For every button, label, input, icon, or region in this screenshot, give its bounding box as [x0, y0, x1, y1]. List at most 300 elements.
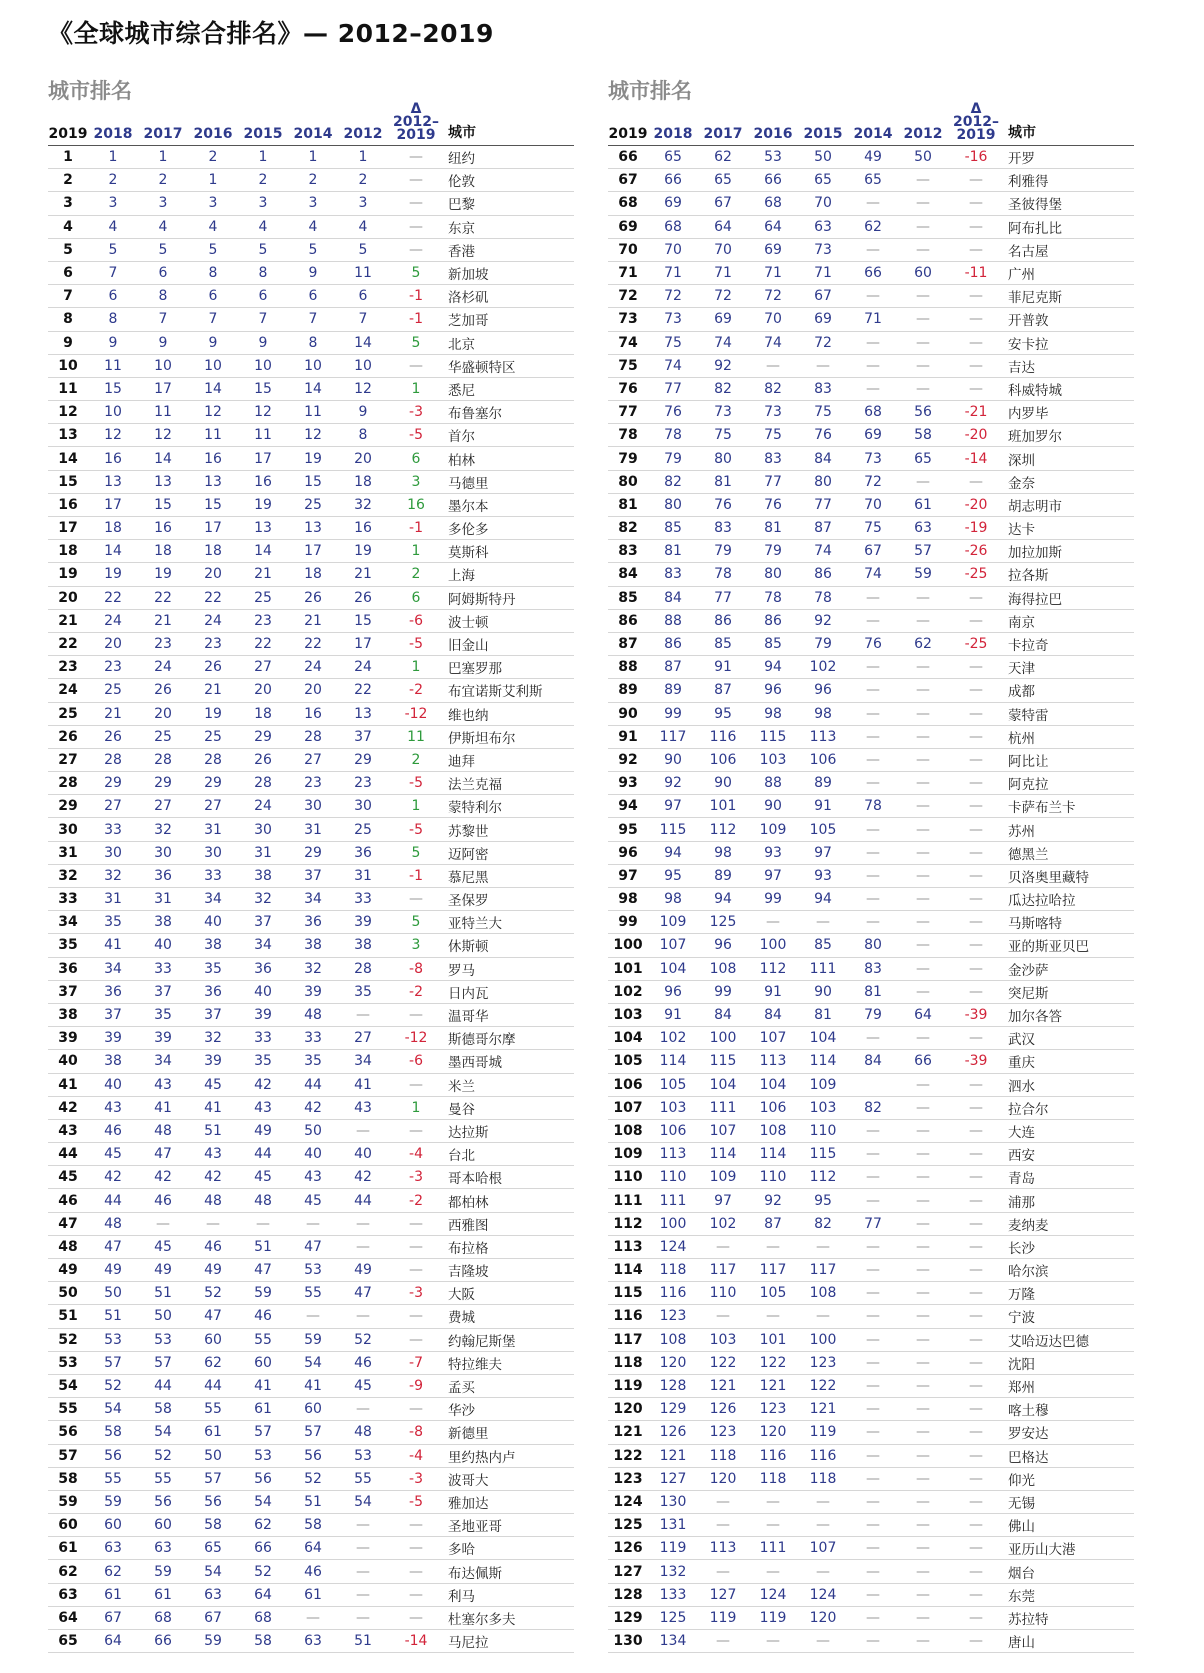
- table-row: [608, 1375, 1134, 1398]
- rank-2015-cell: 11: [254, 427, 272, 444]
- delta-cell: -14: [964, 450, 988, 467]
- delta-cell: —: [969, 1470, 983, 1487]
- rank-2017-cell: 82: [714, 380, 732, 397]
- rank-2012-cell: 61: [914, 496, 932, 513]
- rank-2014-cell: 71: [864, 311, 882, 328]
- rank-2019-cell: 32: [58, 867, 78, 884]
- rank-2017-cell: 79: [714, 543, 732, 560]
- rank-2016-cell: 80: [764, 566, 782, 583]
- rank-2016-cell: 10: [204, 357, 222, 374]
- rank-2014-cell: —: [866, 1192, 880, 1209]
- rank-2016-cell: 14: [204, 380, 222, 397]
- rank-2019-cell: 31: [58, 844, 78, 861]
- rank-2018-cell: 25: [104, 682, 122, 699]
- table-row: [608, 1329, 1134, 1352]
- rank-2017-cell: 6: [158, 265, 168, 282]
- table-row: [48, 239, 574, 262]
- city-name-cell: 休斯顿: [448, 939, 489, 956]
- rank-2017-cell: 111: [709, 1099, 737, 1116]
- rank-2016-cell: 116: [759, 1447, 787, 1464]
- rank-2017-cell: 89: [714, 867, 732, 884]
- rank-2012-cell: —: [916, 960, 930, 977]
- rank-2018-cell: 13: [104, 473, 122, 490]
- rank-2017-cell: —: [716, 1563, 730, 1580]
- city-name-cell: 波哥大: [448, 1472, 489, 1489]
- rank-2012-cell: —: [916, 241, 930, 258]
- delta-cell: —: [969, 589, 983, 606]
- rank-2018-cell: 75: [664, 334, 682, 351]
- rank-2018-cell: 3: [108, 195, 118, 212]
- rank-2015-cell: 30: [254, 821, 272, 838]
- delta-cell: -1: [409, 288, 423, 305]
- rank-2016-cell: 15: [204, 496, 222, 513]
- rank-2014-cell: —: [866, 334, 880, 351]
- rank-2016-cell: 26: [204, 659, 222, 676]
- rank-2014-cell: 45: [304, 1192, 322, 1209]
- rank-2015-cell: 77: [814, 496, 832, 513]
- delta-cell: —: [409, 1609, 423, 1626]
- delta-cell: 3: [411, 473, 421, 490]
- rank-2012-cell: —: [916, 728, 930, 745]
- city-name-cell: 瓜达拉哈拉: [1008, 893, 1076, 910]
- rank-2016-cell: 85: [764, 636, 782, 653]
- rank-2012-cell: —: [356, 1308, 370, 1325]
- city-name-cell: 多伦多: [448, 522, 489, 539]
- rank-2012-cell: —: [916, 288, 930, 305]
- rank-2019-cell: 97: [618, 867, 638, 884]
- rank-2012-cell: 12: [354, 380, 372, 397]
- table-row: [608, 1074, 1134, 1097]
- table-row: [48, 934, 574, 957]
- city-name-cell: 达卡: [1008, 522, 1035, 539]
- rank-2019-cell: 66: [618, 149, 638, 166]
- rank-2014-cell: 28: [304, 728, 322, 745]
- rank-2018-cell: 52: [104, 1378, 122, 1395]
- city-name-cell: 阿布扎比: [1008, 220, 1062, 237]
- rank-2017-cell: 122: [709, 1354, 737, 1371]
- rank-2012-cell: 25: [354, 821, 372, 838]
- rank-2012-cell: 1: [358, 149, 368, 166]
- table-row: [48, 517, 574, 540]
- delta-cell: —: [409, 149, 423, 166]
- city-name-cell: 突尼斯: [1008, 985, 1049, 1002]
- rank-2015-cell: 20: [254, 682, 272, 699]
- city-name-cell: 马尼拉: [448, 1635, 489, 1652]
- city-name-cell: 利雅得: [1008, 174, 1049, 191]
- rank-2015-cell: 59: [254, 1285, 272, 1302]
- rank-2019-cell: 107: [613, 1099, 643, 1116]
- city-name-cell: 青岛: [1008, 1171, 1035, 1188]
- rank-2014-cell: 14: [304, 380, 322, 397]
- city-name-cell: 海得拉巴: [1008, 591, 1062, 608]
- rank-2018-cell: 65: [664, 149, 682, 166]
- rank-2019-cell: 7: [63, 288, 73, 305]
- city-name-cell: 大连: [1008, 1124, 1035, 1141]
- table-row: [48, 1074, 574, 1097]
- rank-2018-cell: 24: [104, 612, 122, 629]
- rank-2019-cell: 46: [58, 1192, 78, 1209]
- rank-2015-cell: 116: [809, 1447, 837, 1464]
- rank-2015-cell: 86: [814, 566, 832, 583]
- table-row: [48, 1143, 574, 1166]
- rank-2014-cell: —: [866, 821, 880, 838]
- city-name-cell: 东莞: [1008, 1588, 1035, 1605]
- rank-2019-cell: 39: [58, 1030, 78, 1047]
- rank-2019-cell: 47: [58, 1215, 78, 1232]
- rank-2014-cell: 60: [304, 1401, 322, 1418]
- rank-2012-cell: —: [916, 1424, 930, 1441]
- table-row: [48, 471, 574, 494]
- rank-2018-cell: 64: [104, 1633, 122, 1650]
- rank-2017-cell: 99: [714, 983, 732, 1000]
- rank-2019-cell: 98: [618, 891, 638, 908]
- table-row: [608, 424, 1134, 447]
- rank-2016-cell: 20: [204, 566, 222, 583]
- rank-2014-cell: —: [866, 1493, 880, 1510]
- rank-2015-cell: 97: [814, 844, 832, 861]
- rank-2017-cell: 106: [709, 751, 737, 768]
- table-row: [608, 216, 1134, 239]
- city-name-cell: 里约热内卢: [448, 1449, 516, 1466]
- rank-2012-cell: 53: [354, 1447, 372, 1464]
- rank-2016-cell: 73: [764, 404, 782, 421]
- rank-2017-cell: 56: [154, 1493, 172, 1510]
- table-row: [608, 1468, 1134, 1491]
- rank-2018-cell: 103: [659, 1099, 687, 1116]
- rank-2014-cell: 49: [864, 149, 882, 166]
- table-row: [48, 1259, 574, 1282]
- rank-2014-cell: 39: [304, 983, 322, 1000]
- rank-2016-cell: 32: [204, 1030, 222, 1047]
- city-name-cell: 法兰克福: [448, 777, 502, 794]
- table-row: [608, 169, 1134, 192]
- rank-2018-cell: 126: [659, 1424, 687, 1441]
- rank-2016-cell: 104: [759, 1076, 787, 1093]
- table-body: [48, 146, 574, 1653]
- rank-2012-cell: 64: [914, 1007, 932, 1024]
- rank-2019-cell: 86: [618, 612, 638, 629]
- rank-2016-cell: 75: [764, 427, 782, 444]
- delta-cell: -21: [964, 404, 988, 421]
- table-row: [48, 192, 574, 215]
- delta-cell: 2: [411, 566, 421, 583]
- rank-2019-cell: 85: [618, 589, 638, 606]
- city-name-cell: 上海: [448, 568, 475, 585]
- table-row: [608, 703, 1134, 726]
- rank-2016-cell: 52: [204, 1285, 222, 1302]
- rank-2017-cell: 14: [154, 450, 172, 467]
- city-name-cell: 开罗: [1008, 151, 1035, 168]
- rank-2012-cell: —: [916, 682, 930, 699]
- city-name-cell: 马斯喀特: [1008, 916, 1062, 933]
- rank-2019-cell: 29: [58, 798, 78, 815]
- rank-2019-cell: 64: [58, 1609, 78, 1626]
- rank-2018-cell: 107: [659, 937, 687, 954]
- rank-2017-cell: 53: [154, 1331, 172, 1348]
- city-name-cell: 卡萨布兰卡: [1008, 800, 1076, 817]
- rank-2012-cell: —: [916, 589, 930, 606]
- rank-2019-cell: 69: [618, 218, 638, 235]
- city-name-cell: 天津: [1008, 661, 1035, 678]
- rank-2015-cell: 9: [258, 334, 268, 351]
- rank-2016-cell: 109: [759, 821, 787, 838]
- rank-2018-cell: 124: [659, 1238, 687, 1255]
- city-name-cell: 罗安达: [1008, 1426, 1049, 1443]
- rank-2014-cell: 73: [864, 450, 882, 467]
- rank-2015-cell: 47: [254, 1262, 272, 1279]
- rank-2012-cell: —: [916, 1169, 930, 1186]
- rank-2017-cell: 73: [714, 404, 732, 421]
- city-name-cell: 圣保罗: [448, 893, 489, 910]
- rank-2012-cell: —: [356, 1563, 370, 1580]
- rank-2016-cell: 121: [759, 1378, 787, 1395]
- delta-cell: -2: [409, 682, 423, 699]
- table-row: [48, 378, 574, 401]
- rank-2014-cell: —: [866, 380, 880, 397]
- rank-2015-cell: 4: [258, 218, 268, 235]
- rank-2016-cell: 64: [764, 218, 782, 235]
- rank-2018-cell: 82: [664, 473, 682, 490]
- rank-2018-cell: 44: [104, 1192, 122, 1209]
- rank-2014-cell: 68: [864, 404, 882, 421]
- rank-2018-cell: 89: [664, 682, 682, 699]
- rank-2014-cell: 70: [864, 496, 882, 513]
- table-row: [608, 911, 1134, 934]
- header-year-2017: 2017: [703, 126, 743, 142]
- rank-2012-cell: 56: [914, 404, 932, 421]
- table-row: [48, 563, 574, 586]
- delta-cell: —: [969, 937, 983, 954]
- rank-2012-cell: 7: [358, 311, 368, 328]
- rank-2016-cell: 120: [759, 1424, 787, 1441]
- rank-2015-cell: 62: [254, 1517, 272, 1534]
- table-row: [608, 679, 1134, 702]
- rank-2017-cell: 76: [714, 496, 732, 513]
- table-row: [608, 1236, 1134, 1259]
- city-name-cell: 迪拜: [448, 753, 475, 770]
- rank-2019-cell: 45: [58, 1169, 78, 1186]
- rank-2018-cell: 20: [104, 636, 122, 653]
- delta-cell: 5: [411, 334, 421, 351]
- city-name-cell: 德黑兰: [1008, 846, 1049, 863]
- rank-2016-cell: —: [206, 1215, 220, 1232]
- rank-2018-cell: 47: [104, 1238, 122, 1255]
- rank-2018-cell: 38: [104, 1053, 122, 1070]
- rank-2016-cell: 24: [204, 612, 222, 629]
- table-row: [48, 1189, 574, 1212]
- delta-cell: —: [409, 195, 423, 212]
- rank-2015-cell: 107: [809, 1540, 837, 1557]
- rank-2017-cell: 103: [709, 1331, 737, 1348]
- delta-cell: —: [409, 1238, 423, 1255]
- delta-cell: —: [409, 1122, 423, 1139]
- rank-2016-cell: 13: [204, 473, 222, 490]
- rank-2014-cell: 50: [304, 1122, 322, 1139]
- rank-2018-cell: 54: [104, 1401, 122, 1418]
- delta-cell: 5: [411, 265, 421, 282]
- rank-2016-cell: 28: [204, 751, 222, 768]
- table-row: [608, 308, 1134, 331]
- rank-2016-cell: 69: [764, 241, 782, 258]
- rank-2012-cell: 10: [354, 357, 372, 374]
- delta-cell: -6: [409, 1053, 423, 1070]
- rank-2018-cell: 72: [664, 288, 682, 305]
- city-name-cell: 拉合尔: [1008, 1101, 1049, 1118]
- rank-2012-cell: 4: [358, 218, 368, 235]
- city-name-cell: 利马: [448, 1588, 475, 1605]
- rank-2018-cell: 60: [104, 1517, 122, 1534]
- delta-cell: —: [409, 1586, 423, 1603]
- rank-2018-cell: 49: [104, 1262, 122, 1279]
- rank-2012-cell: —: [356, 1586, 370, 1603]
- rank-2019-cell: 114: [613, 1262, 643, 1279]
- rank-2016-cell: 37: [204, 1007, 222, 1024]
- rank-2019-cell: 80: [618, 473, 638, 490]
- rank-2012-cell: —: [916, 1099, 930, 1116]
- rank-2017-cell: 80: [714, 450, 732, 467]
- rank-2017-cell: 52: [154, 1447, 172, 1464]
- table-row: [48, 355, 574, 378]
- rank-2017-cell: 125: [709, 914, 737, 931]
- rank-2014-cell: 40: [304, 1146, 322, 1163]
- city-name-cell: 日内瓦: [448, 985, 489, 1002]
- rank-2012-cell: 60: [914, 265, 932, 282]
- rank-2016-cell: 115: [759, 728, 787, 745]
- rank-2018-cell: 18: [104, 520, 122, 537]
- rank-2012-cell: 23: [354, 775, 372, 792]
- table-row: [48, 285, 574, 308]
- rank-2019-cell: 82: [618, 520, 638, 537]
- rank-2019-cell: 30: [58, 821, 78, 838]
- rank-2019-cell: 117: [613, 1331, 643, 1348]
- rank-2017-cell: 43: [154, 1076, 172, 1093]
- rank-2014-cell: 36: [304, 914, 322, 931]
- rank-2019-cell: 78: [618, 427, 638, 444]
- rank-2019-cell: 56: [58, 1424, 78, 1441]
- table-row: [48, 1537, 574, 1560]
- rank-2012-cell: —: [356, 1238, 370, 1255]
- rank-2012-cell: —: [916, 1517, 930, 1534]
- rank-2012-cell: —: [916, 1586, 930, 1603]
- header-delta-line2: 2019: [396, 127, 436, 143]
- rank-2018-cell: 68: [664, 218, 682, 235]
- rank-2012-cell: 45: [354, 1378, 372, 1395]
- rank-2017-cell: 20: [154, 705, 172, 722]
- rank-2012-cell: —: [916, 1215, 930, 1232]
- rank-2019-cell: 67: [618, 172, 638, 189]
- table-row: [48, 911, 574, 934]
- rank-2012-cell: —: [356, 1007, 370, 1024]
- rank-2019-cell: 11: [58, 380, 78, 397]
- rank-2015-cell: 79: [814, 636, 832, 653]
- rank-2016-cell: 5: [208, 241, 218, 258]
- rank-2014-cell: —: [866, 728, 880, 745]
- rank-2014-cell: —: [866, 682, 880, 699]
- delta-cell: -2: [409, 983, 423, 1000]
- delta-cell: -4: [409, 1146, 423, 1163]
- rank-2019-cell: 36: [58, 960, 78, 977]
- rank-2015-cell: 10: [254, 357, 272, 374]
- city-name-cell: 莫斯科: [448, 545, 489, 562]
- rank-2017-cell: 69: [714, 311, 732, 328]
- table-row: [48, 1630, 574, 1653]
- rank-2012-cell: —: [916, 1076, 930, 1093]
- rank-2014-cell: 62: [864, 218, 882, 235]
- city-name-cell: 内罗毕: [1008, 406, 1049, 423]
- rank-2019-cell: 123: [613, 1470, 643, 1487]
- rank-2018-cell: 46: [104, 1122, 122, 1139]
- delta-cell: -20: [964, 427, 988, 444]
- rank-2018-cell: 31: [104, 891, 122, 908]
- rank-2015-cell: 110: [809, 1122, 837, 1139]
- delta-cell: —: [969, 473, 983, 490]
- rank-2016-cell: —: [766, 1238, 780, 1255]
- delta-cell: -1: [409, 867, 423, 884]
- table-row: [48, 262, 574, 285]
- rank-2019-cell: 94: [618, 798, 638, 815]
- rank-2012-cell: 42: [354, 1169, 372, 1186]
- table-row: [48, 1282, 574, 1305]
- city-name-cell: 成都: [1008, 684, 1035, 701]
- rank-2017-cell: 40: [154, 937, 172, 954]
- delta-cell: -11: [964, 265, 988, 282]
- rank-2017-cell: 101: [709, 798, 737, 815]
- rank-2018-cell: 128: [659, 1378, 687, 1395]
- rank-2014-cell: 10: [304, 357, 322, 374]
- city-name-cell: 名古屋: [1008, 243, 1049, 260]
- table-row: [48, 308, 574, 331]
- delta-cell: -2: [409, 1192, 423, 1209]
- table-row: [608, 633, 1134, 656]
- rank-2014-cell: 13: [304, 520, 322, 537]
- rank-2018-cell: 9: [108, 334, 118, 351]
- rank-2015-cell: 108: [809, 1285, 837, 1302]
- rank-2017-cell: 96: [714, 937, 732, 954]
- rank-2017-cell: 30: [154, 844, 172, 861]
- city-name-cell: 悉尼: [448, 382, 475, 399]
- table-row: [48, 1166, 574, 1189]
- header-delta-line2: 2019: [956, 127, 996, 143]
- rank-2019-cell: 25: [58, 705, 78, 722]
- delta-cell: -39: [964, 1007, 988, 1024]
- rank-2014-cell: 41: [304, 1378, 322, 1395]
- delta-cell: -5: [409, 1493, 423, 1510]
- delta-cell: —: [409, 1331, 423, 1348]
- rank-2015-cell: 117: [809, 1262, 837, 1279]
- rank-2018-cell: 5: [108, 241, 118, 258]
- rank-2012-cell: 32: [354, 496, 372, 513]
- city-name-cell: 哥本哈根: [448, 1171, 502, 1188]
- rank-2018-cell: 91: [664, 1007, 682, 1024]
- rank-2016-cell: 81: [764, 520, 782, 537]
- rank-2019-cell: 60: [58, 1517, 78, 1534]
- rank-2012-cell: —: [916, 1447, 930, 1464]
- rank-2018-cell: 85: [664, 520, 682, 537]
- rank-2016-cell: 107: [759, 1030, 787, 1047]
- table-row: [48, 1398, 574, 1421]
- header-delta-line1: 2012–: [953, 114, 999, 130]
- rank-2015-cell: 78: [814, 589, 832, 606]
- rank-2019-cell: 22: [58, 636, 78, 653]
- section-title: 城市排名: [48, 79, 132, 103]
- header-delta-line1: 2012–: [393, 114, 439, 130]
- rank-2016-cell: —: [766, 1563, 780, 1580]
- rank-2019-cell: 3: [63, 195, 73, 212]
- rank-2012-cell: —: [916, 1378, 930, 1395]
- rank-2016-cell: 3: [208, 195, 218, 212]
- rank-2015-cell: 65: [814, 172, 832, 189]
- rank-2016-cell: 100: [759, 937, 787, 954]
